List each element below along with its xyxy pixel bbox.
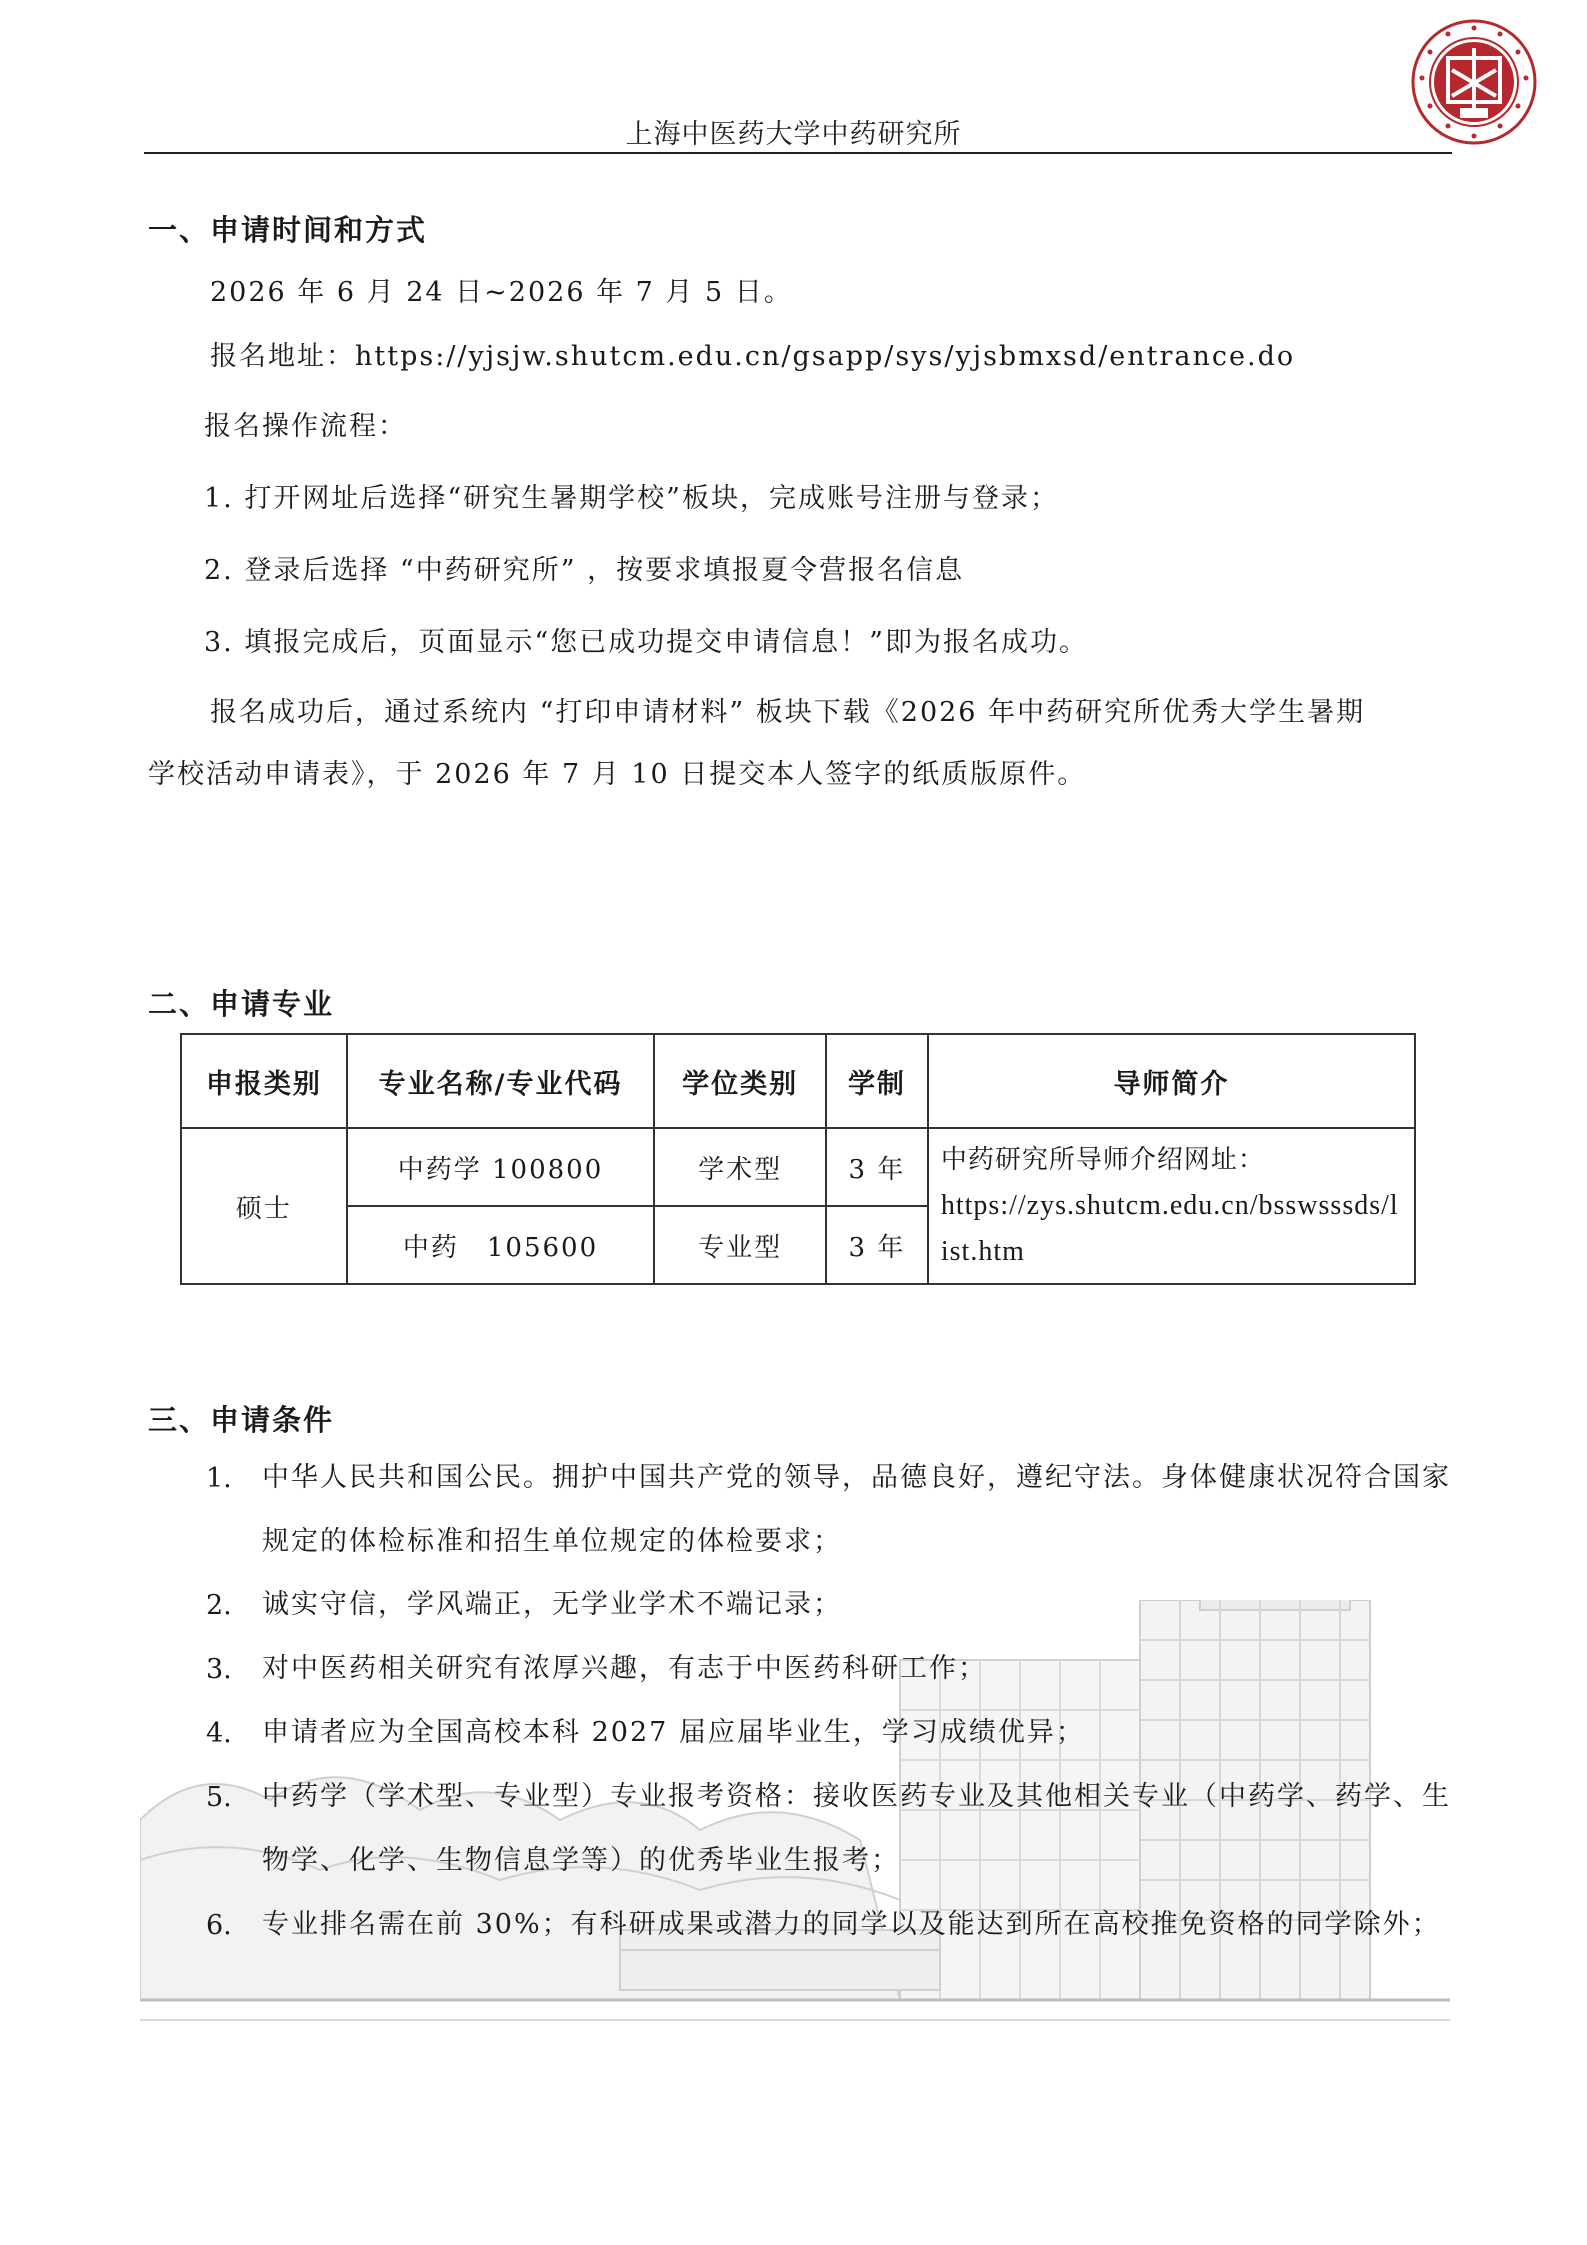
requirement-text: 申请者应为全国高校本科 2027 届应届毕业生，学习成绩优异； xyxy=(262,1717,1085,1748)
header-divider xyxy=(144,152,1452,154)
requirement-text: 中华人民共和国公民。拥护中国共产党的领导，品德良好，遵纪守法。身体健康状况符合国家规定的体检标准和招生单位规定的体检要求； xyxy=(262,1462,1451,1557)
after-registration-line-1: 报名成功后，通过系统内 “打印申请材料” 板块下载《2026 年中药研究所优秀大学生暑期 xyxy=(210,697,1366,728)
requirement-number: 3. xyxy=(206,1654,232,1685)
section-heading-majors: 二、申请专业 xyxy=(148,987,335,1021)
process-step-2: 2. 登录后选择 “中药研究所” ，按要求填报夏令营报名信息 xyxy=(204,555,965,586)
requirement-text: 对中医药相关研究有浓厚兴趣，有志于中医药科研工作； xyxy=(262,1653,987,1684)
table-cell-degree: 学术型 xyxy=(654,1128,826,1206)
table-cell-degree: 专业型 xyxy=(654,1206,826,1284)
table-header-cell: 专业名称/专业代码 xyxy=(347,1034,655,1128)
requirement-number: 1. xyxy=(206,1463,232,1494)
section-heading-application-time: 一、申请时间和方式 xyxy=(148,213,428,247)
table-cell-major: 中药 105600 xyxy=(347,1206,655,1284)
table-header-cell: 申报类别 xyxy=(181,1034,347,1128)
requirement-text: 中药学（学术型、专业型）专业报考资格：接收医药专业及其他相关专业（中药学、药学、生物学、化学、生物信息学等）的优秀毕业生报考； xyxy=(262,1781,1451,1876)
table-cell-mentor-intro xyxy=(928,1128,1415,1284)
requirement-number: 5. xyxy=(206,1782,232,1813)
section-heading-requirements: 三、申请条件 xyxy=(148,1403,335,1437)
requirement-number: 4. xyxy=(206,1718,232,1749)
table-header-cell: 学制 xyxy=(826,1034,928,1128)
table-cell-years: 3 年 xyxy=(826,1128,928,1206)
table-header-cell: 学位类别 xyxy=(654,1034,826,1128)
process-step-1: 1. 打开网址后选择“研究生暑期学校”板块，完成账号注册与登录； xyxy=(204,483,1059,514)
table-row xyxy=(181,1128,1415,1206)
table-cell-years: 3 年 xyxy=(826,1206,928,1284)
table-cell-major: 中药学 100800 xyxy=(347,1128,655,1206)
application-date: 2026 年 6 月 24 日~2026 年 7 月 5 日。 xyxy=(210,277,793,308)
majors-table xyxy=(180,1033,1416,1285)
requirement-number: 6. xyxy=(206,1910,232,1941)
process-label: 报名操作流程： xyxy=(204,411,407,442)
registration-address: 报名地址：https://yjsjw.shutcm.edu.cn/gsapp/sys/yjsbmxsd/entrance.do xyxy=(210,341,1296,372)
mentor-intro-label: 中药研究所导师介绍网址： xyxy=(940,1145,1265,1175)
table-cell-category: 硕士 xyxy=(181,1128,347,1284)
header-title: 上海中医药大学中药研究所 xyxy=(625,119,962,150)
requirement-number: 2. xyxy=(206,1590,232,1621)
table-header-row xyxy=(181,1034,1415,1128)
process-step-3: 3. 填报完成后，页面显示“您已成功提交申请信息！”即为报名成功。 xyxy=(204,627,1088,658)
requirement-text: 诚实守信，学风端正，无学业学术不端记录； xyxy=(262,1589,842,1620)
after-registration-line-2: 学校活动申请表》，于 2026 年 7 月 10 日提交本人签字的纸质版原件。 xyxy=(148,759,1087,790)
requirement-text: 专业排名需在前 30%；有科研成果或潜力的同学以及能达到所在高校推免资格的同学除外； xyxy=(262,1909,1441,1940)
table-header-cell: 导师简介 xyxy=(928,1034,1415,1128)
mentor-intro-link[interactable]: https://zys.shutcm.edu.cn/bsswsssds/list.htm xyxy=(940,1190,1399,1267)
